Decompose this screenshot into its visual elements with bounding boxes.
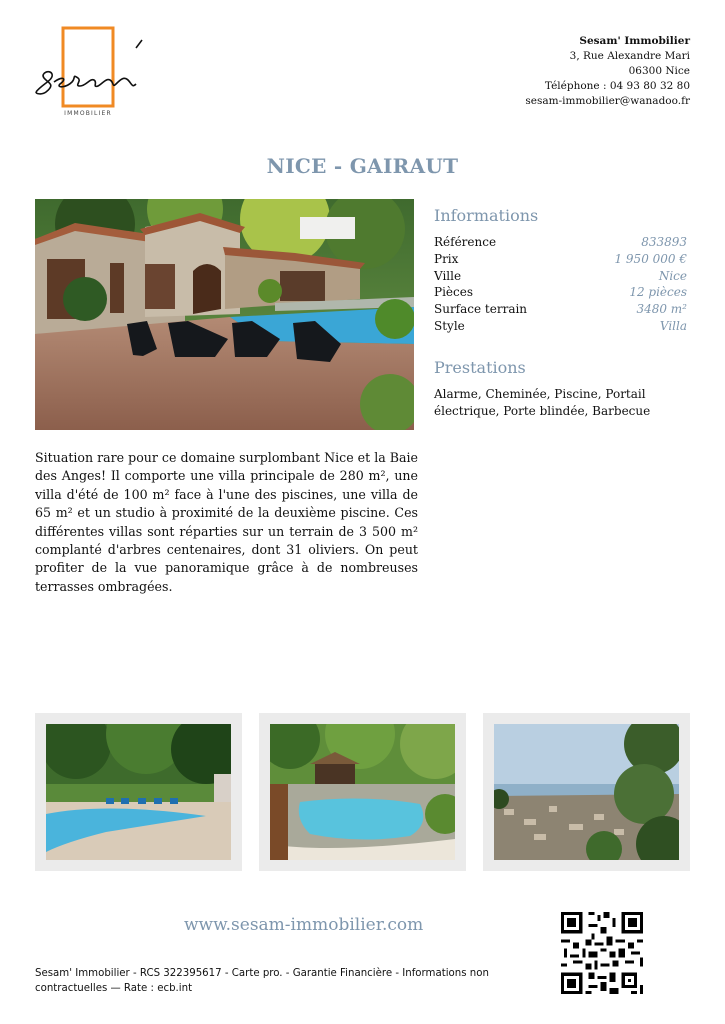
agency-contact xyxy=(525,34,690,109)
agency-email: sesam-immobilier@wanadoo.fr xyxy=(525,95,690,107)
info-label: Surface terrain xyxy=(434,302,528,317)
info-value: 833893 xyxy=(641,235,687,249)
prestations-text: Alarme, Cheminée, Piscine, Portail électrique, Porte blindée, Barbecue xyxy=(434,387,651,418)
info-label: Pièces xyxy=(434,285,473,300)
website-link[interactable]: www.sesam-immobilier.com xyxy=(184,915,424,935)
info-row-style xyxy=(434,318,687,335)
info-label: Référence xyxy=(434,235,497,249)
info-value: Nice xyxy=(658,268,687,283)
main-photo xyxy=(35,199,414,430)
info-row-rooms xyxy=(434,284,687,301)
info-value: 12 pièces xyxy=(629,285,687,300)
info-label: Style xyxy=(434,318,465,333)
info-label: Prix xyxy=(434,251,459,266)
agency-phone: Téléphone : 04 93 80 32 80 xyxy=(544,80,690,92)
agency-city: 06300 Nice xyxy=(628,65,690,77)
info-value: 1 950 000 € xyxy=(614,251,687,266)
info-row-city xyxy=(434,268,687,285)
info-row-land-area xyxy=(434,301,687,318)
info-value: 3480 m² xyxy=(636,302,687,317)
listing-title: NICE - GAIRAUT xyxy=(266,154,459,178)
agency-street: 3, Rue Alexandre Mari xyxy=(569,50,690,62)
logo-subtitle: IMMOBILIER xyxy=(64,110,112,117)
agency-name: Sesam' Immobilier xyxy=(579,35,690,47)
qr-code-icon xyxy=(558,909,646,997)
info-value: Villa xyxy=(659,318,687,333)
informations-heading: Informations xyxy=(434,206,539,225)
sesam-logo xyxy=(32,26,152,118)
prestations-heading: Prestations xyxy=(434,358,526,377)
property-description: Situation rare pour ce domaine surplombant Nice et la Baie des Anges! Il comporte une villa principale de 280 m², une villa d'été de 100 m² face à l'une des piscines, une villa de 65 m² et un studio à proximité de la deuxième piscine. Ces différentes villas sont réparties sur un terrain de 3 500 m² complanté d'arbres centenaires, dont 31 oliviers. On peut profiter de la vue panoramique grâce à de nombreuses terrasses ombragées. xyxy=(35,450,418,594)
agency-logo xyxy=(32,26,152,118)
info-label: Ville xyxy=(434,268,462,283)
info-row-reference xyxy=(434,234,687,251)
info-row-price xyxy=(434,251,687,268)
thumbnail-photo-1 xyxy=(35,713,242,871)
thumbnail-photo-2 xyxy=(259,713,466,871)
informations-section xyxy=(434,206,687,335)
thumbnail-photo-3 xyxy=(483,713,690,871)
legal-footer: Sesam' Immobilier - RCS 322395617 - Carte pro. - Garantie Financière - Informations non contractuelles — Rate : ecb.int xyxy=(35,968,489,994)
